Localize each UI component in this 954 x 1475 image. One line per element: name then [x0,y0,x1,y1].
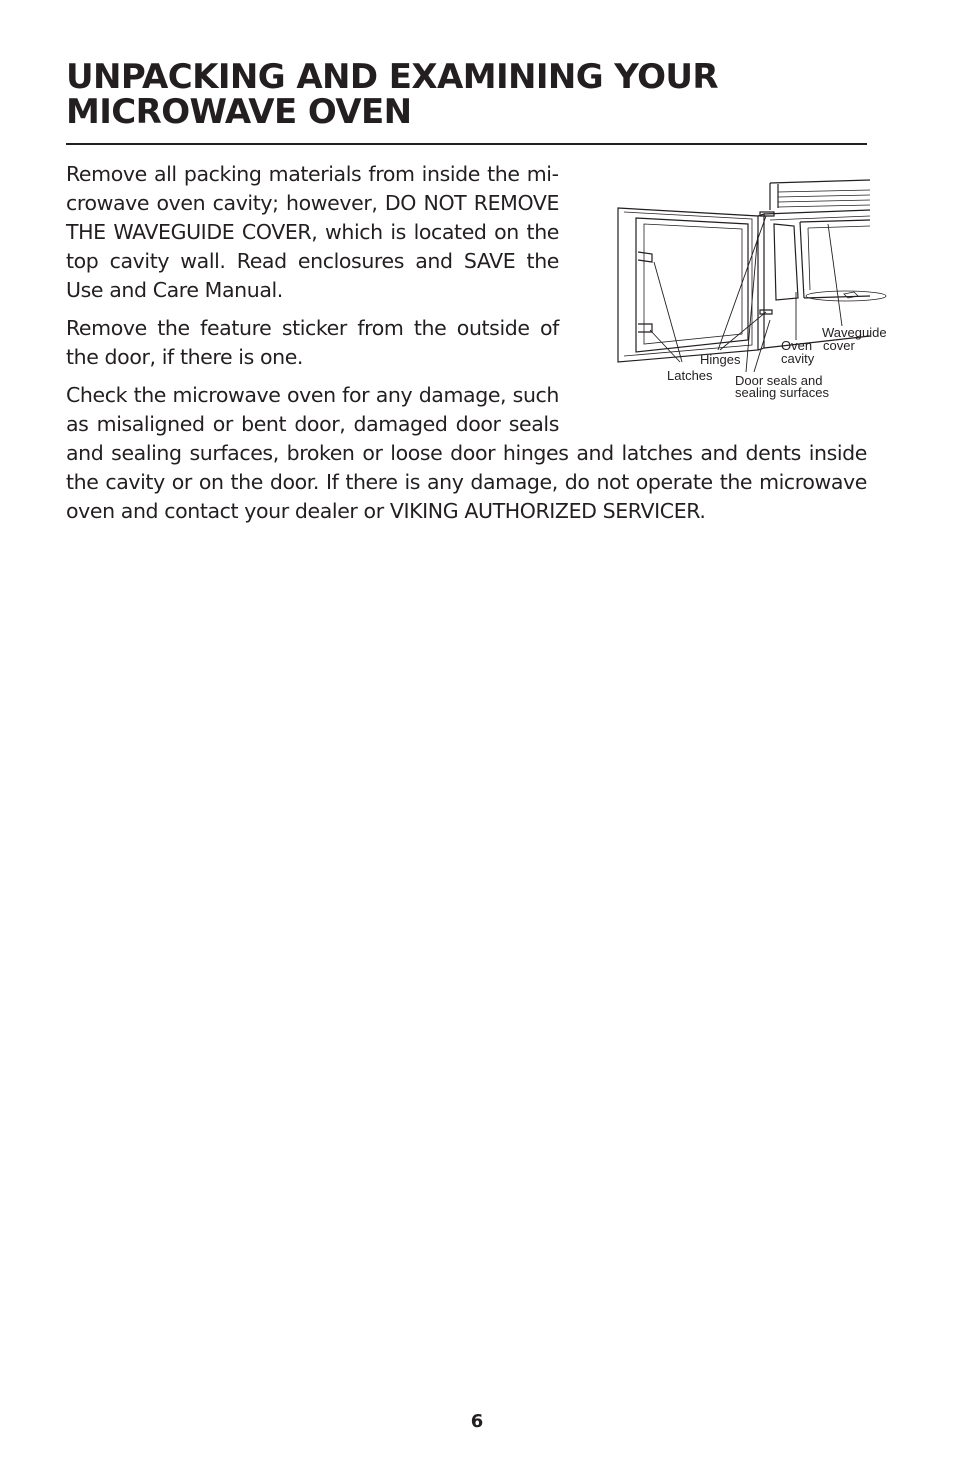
page-number: 6 [470,1411,484,1432]
label-waveguide: Waveguide [822,325,887,340]
oven-illustration [614,172,904,404]
label-cavity: cavity [781,351,815,366]
label-hinges: Hinges [700,352,741,367]
paragraph-packing: Remove all packing materials from inside the microwave oven cavity; however, DO NOT REMOVE THE WAVEGUIDE COVER, which is located on the top cavity wall. Read enclosures and SAVE the Use and Care Manual. [66,162,559,302]
label-latches: Latches [667,368,713,383]
page-title: UNPACKING AND EXAMINING YOUR MICROWAVE OVEN [66,57,718,132]
paragraph-sticker: Remove the feature sticker from the outside of the door, if there is one. [66,316,559,369]
paragraph-damage: Check the microwave oven for any damage, such as misaligned or bent door, damaged door seals and sealing surfaces, broken or loose door hinges and latches and dents inside the cavity or on the door. If there is any damage, do not operate the microwave oven and contact your dealer or VIKING AUTHORIZED SERVICER. [66,383,867,523]
microwave-oven-diagram [614,172,904,404]
label-sealing-surfaces: sealing surfaces [735,385,829,400]
label-door-seals: Door seals and [735,373,823,388]
label-oven: Oven [781,338,813,353]
title-divider [66,143,867,145]
label-cover: cover [823,338,855,353]
